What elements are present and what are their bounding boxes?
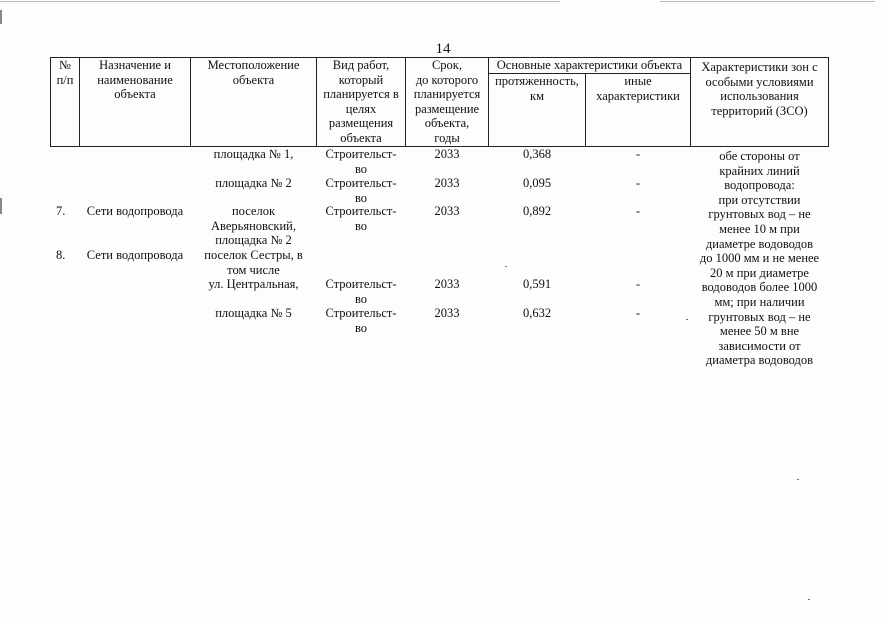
row-work-type: Строительст- — [325, 147, 397, 161]
row-length: 0,892 — [522, 204, 552, 218]
row-work-type: Строительст- — [325, 306, 397, 320]
row-length: 0,632 — [522, 306, 552, 320]
zso-description: 20 м при диаметре — [710, 265, 809, 280]
row-work-type: во — [354, 320, 368, 335]
row-location: площадка № 1, — [213, 147, 294, 161]
row-other-characteristics: - — [635, 204, 641, 218]
row-work-type: во — [354, 190, 368, 205]
header-main-characteristics: Основные характеристики объекта — [496, 58, 683, 72]
header-name: наименование — [97, 72, 173, 87]
row-num: 8. — [56, 248, 66, 262]
row-location: поселок Сестры, в — [204, 248, 303, 262]
row-year: 2033 — [434, 147, 460, 161]
row-year: 2033 — [434, 204, 460, 218]
row-location: ул. Центральная, — [208, 277, 299, 291]
header-other-characteristics: иные — [624, 74, 652, 88]
row-work-type: Строительст- — [325, 204, 397, 218]
row-location: площадка № 5 — [215, 306, 292, 320]
row-num: 7. — [56, 204, 66, 218]
scan-speck — [797, 479, 799, 480]
header-zso: особыми условиями — [705, 74, 814, 89]
row-location: поселок — [231, 204, 276, 218]
header-term: Срок, — [431, 58, 463, 72]
row-other-characteristics: - — [635, 147, 641, 161]
page-number: 14 — [435, 41, 451, 57]
header-length: протяженность, — [495, 74, 579, 88]
row-name: Сети водопровода — [86, 204, 184, 218]
row-work-type: Строительст- — [325, 277, 397, 291]
row-location: площадка № 2 — [215, 176, 292, 190]
row-work-type: Строительст- — [325, 176, 397, 190]
row-length: 0,095 — [522, 176, 552, 190]
header-name: Назначение и — [99, 58, 171, 72]
zso-description: диаметра водоводов — [705, 353, 814, 368]
header-location: Местоположение — [207, 58, 300, 72]
row-work-type: во — [354, 161, 368, 176]
zso-description: зависимости от — [718, 338, 801, 353]
header-num: № — [59, 58, 71, 72]
zso-description: водоводов более 1000 — [701, 280, 818, 295]
header-zso: Характеристики зон с — [701, 60, 818, 74]
header-work-type: объекта — [340, 131, 382, 145]
header-term: планируется — [413, 87, 481, 102]
header-location: объекта — [232, 72, 275, 87]
zso-description: мм; при наличии — [714, 295, 805, 309]
header-work-type: планируется в — [323, 87, 399, 102]
row-location: Аверьяновский, — [211, 218, 296, 233]
scan-speck — [505, 266, 507, 267]
row-other-characteristics: - — [635, 306, 641, 320]
zso-description: грунтовых вод – не — [708, 207, 811, 222]
header-zso: использования — [720, 89, 799, 104]
header-term: до которого — [415, 72, 479, 87]
zso-description: менее 50 м вне — [719, 324, 800, 339]
header-term: размещение — [414, 101, 480, 116]
header-term: годы — [434, 131, 460, 145]
row-length: 0,591 — [522, 277, 552, 291]
zso-description: грунтовых вод – не — [708, 309, 811, 324]
zso-description: менее 10 м при — [719, 222, 800, 236]
zso-description: крайних линий — [719, 163, 800, 178]
header-other-characteristics: характеристики — [596, 88, 680, 103]
zso-description: до 1000 мм и не менее — [699, 251, 820, 266]
row-length: 0,368 — [522, 147, 552, 161]
header-name: объекта — [114, 87, 156, 102]
header-work-type: который — [338, 72, 384, 87]
row-other-characteristics: - — [635, 277, 641, 291]
row-year: 2033 — [434, 277, 460, 291]
zso-description: водопровода: — [724, 178, 795, 193]
row-name: Сети водопровода — [86, 248, 184, 262]
scan-speck — [686, 319, 688, 320]
header-work-type: целях — [345, 101, 377, 116]
header-term: объекта, — [424, 116, 470, 131]
row-year: 2033 — [434, 176, 460, 190]
row-work-type: во — [354, 291, 368, 306]
header-num: п/п — [56, 72, 74, 87]
row-location: том числе — [227, 262, 280, 277]
zso-description: диаметре водоводов — [705, 236, 814, 251]
zso-description: обе стороны от — [719, 149, 800, 163]
row-other-characteristics: - — [635, 176, 641, 190]
row-location: площадка № 2 — [215, 233, 292, 248]
scan-speck — [808, 599, 810, 600]
header-length: км — [530, 88, 544, 103]
row-work-type: во — [354, 218, 368, 233]
header-work-type: Вид работ, — [332, 58, 390, 72]
header-zso: территорий (ЗСО) — [711, 103, 808, 118]
zso-description: при отсутствии — [718, 192, 801, 207]
header-work-type: размещения — [328, 116, 394, 131]
row-year: 2033 — [434, 306, 460, 320]
